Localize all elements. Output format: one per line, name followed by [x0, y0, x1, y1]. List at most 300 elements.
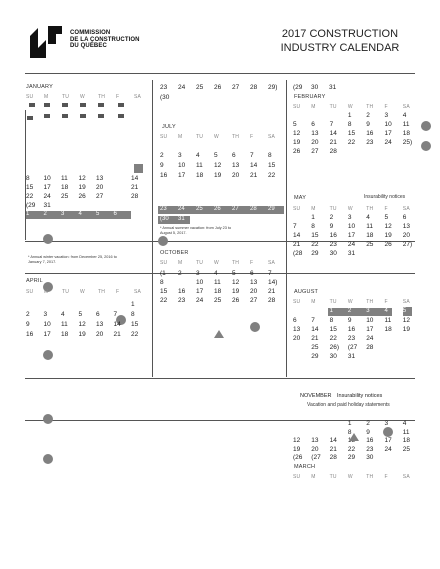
day-number: 27 [232, 84, 240, 91]
day-number: 20 [311, 139, 319, 146]
org-line-3: DU QUÉBEC [70, 43, 107, 49]
day-number: 30 [329, 353, 337, 360]
day-number: 9 [26, 321, 30, 328]
day-number: 22 [311, 241, 319, 248]
day-number: 8 [311, 223, 315, 230]
day-number: 12 [384, 223, 392, 230]
weekday-label: M [44, 94, 49, 100]
day-number: 12 [78, 321, 86, 328]
day-number: 16 [347, 326, 356, 333]
day-number: 26 [232, 297, 240, 304]
day-number: 5 [214, 152, 218, 159]
weekday-label: TH [232, 260, 240, 266]
weekday-label: W [347, 104, 353, 110]
day-number: 23 [329, 241, 337, 248]
mini-marker [44, 114, 50, 118]
day-number: 5 [96, 211, 100, 217]
day-number: 26 [214, 84, 222, 91]
day-number: 8 [329, 317, 334, 324]
day-number: 2 [43, 211, 47, 217]
marker-dot [43, 414, 53, 424]
day-number: (26 [293, 454, 303, 461]
org-line-2: DE LA CONSTRUCTION [70, 36, 140, 43]
day-number: 4 [366, 214, 370, 221]
winter-note-line-1: * Annual winter vacation: from December 25, 2016 to [28, 255, 117, 259]
weekday-label: F [116, 289, 120, 295]
day-number: 29 [311, 353, 319, 360]
day-number: 24 [43, 193, 51, 200]
day-number: (28 [293, 250, 303, 257]
day-number: 29 [311, 250, 319, 257]
day-number: 22 [131, 331, 139, 338]
day-number: 10 [178, 162, 186, 169]
summer-vacation-note [160, 226, 231, 236]
day-number: 19 [214, 172, 222, 179]
day-number: 28 [329, 148, 337, 155]
day-number: 4 [61, 311, 65, 318]
mid-divider-2 [25, 273, 415, 274]
day-number: 14 [293, 232, 301, 239]
day-number: 17 [178, 172, 186, 179]
weekday-label: W [347, 206, 353, 212]
weekday-label: SA [402, 104, 410, 110]
month-label-july: JULY [162, 124, 176, 130]
mini-marker [118, 114, 124, 118]
day-number: 17 [43, 331, 51, 338]
weekday-label: TH [232, 134, 240, 140]
weekday-label: SU [160, 134, 168, 140]
column-divider-right [286, 80, 287, 377]
weekday-label: F [384, 104, 388, 110]
day-number: 3 [347, 214, 352, 221]
weekday-label: M [178, 260, 183, 266]
day-number: 27 [311, 148, 319, 155]
day-number: (27 [311, 454, 321, 461]
weekday-label: TU [329, 206, 337, 212]
weekday-label: TH [366, 474, 374, 480]
day-number: 28 [268, 297, 276, 304]
day-number: 14 [311, 326, 319, 333]
day-number: 4 [384, 308, 388, 314]
day-number: 12 [214, 162, 222, 169]
mid-divider-4 [25, 420, 415, 421]
summer-note-line-2: August 5, 2017. [160, 231, 187, 235]
top-divider [25, 73, 415, 74]
day-number: (30 [160, 216, 169, 222]
november-insurability-note: Insurability notices [337, 393, 383, 399]
day-number: 29 [268, 206, 275, 212]
weekday-label: TU [196, 260, 204, 266]
weekday-label: F [250, 260, 254, 266]
day-number: 5 [402, 308, 407, 314]
day-number: 1 [311, 214, 315, 221]
day-number: 9 [366, 121, 370, 128]
weekday-label: TH [366, 299, 374, 305]
day-number: 26 [78, 193, 86, 200]
day-number: 14 [329, 130, 337, 137]
day-number: 24 [384, 445, 392, 453]
day-number: 27 [250, 297, 258, 304]
day-number: 23 [160, 206, 167, 212]
day-number: 3 [43, 311, 48, 318]
day-number: 21 [268, 288, 276, 295]
day-number: 19 [384, 232, 392, 239]
day-number: 29 [347, 454, 356, 461]
day-number: 18 [196, 172, 204, 179]
month-label-november: NOVEMBER [300, 393, 332, 399]
summer-note-line-1: * Annual summer vacation: from July 23 to [160, 226, 232, 230]
day-number: 20 [402, 232, 411, 239]
day-number: 23 [366, 139, 374, 146]
title-line-1: 2017 CONSTRUCTION [281, 28, 399, 40]
day-number: 23 [366, 445, 374, 453]
day-number: 27 [232, 206, 239, 212]
day-number: 23 [178, 297, 186, 304]
weekday-label: TU [62, 94, 70, 100]
day-number: 18 [366, 232, 374, 239]
weekday-label: SU [26, 289, 34, 295]
day-number: 14 [113, 321, 121, 328]
month-label-april: APRIL [26, 278, 43, 284]
day-number: 20 [311, 445, 319, 453]
day-number: 29) [268, 84, 278, 91]
month-label-january: JANUARY [26, 84, 53, 90]
marker-dot [158, 236, 168, 246]
weekday-label: W [347, 474, 353, 480]
july-prev-row-2: (30 [160, 94, 170, 101]
day-number: 27) [402, 241, 413, 248]
day-number: 11 [402, 121, 410, 128]
mini-marker [27, 116, 33, 120]
day-number: 21 [311, 335, 319, 342]
day-number: 3 [196, 270, 200, 277]
day-number: 30 [329, 250, 337, 257]
day-number: 20 [293, 335, 301, 342]
weekday-label: TH [98, 94, 106, 100]
day-number: 2 [26, 311, 30, 318]
weekday-label: M [311, 474, 316, 480]
weekday-label: SA [134, 289, 142, 295]
day-number: 10 [43, 175, 51, 182]
day-number: 10 [366, 317, 374, 324]
mini-marker [44, 103, 50, 107]
day-number: 15 [26, 184, 34, 191]
weekday-label: TH [366, 206, 374, 212]
day-number: 6 [293, 317, 297, 324]
day-number: 17 [384, 437, 392, 444]
mini-marker [62, 103, 68, 107]
day-number: 7 [293, 223, 297, 230]
weekday-label: M [178, 134, 183, 140]
day-number: 18 [61, 184, 69, 191]
weekday-label: M [44, 289, 49, 295]
day-number: 25 [196, 84, 204, 91]
day-number: (29 [26, 202, 36, 209]
day-number: 11 [61, 321, 68, 328]
day-number: 27 [96, 193, 104, 200]
day-number: 6 [402, 214, 407, 221]
weekday-label: SA [402, 299, 410, 305]
mid-divider-1 [25, 241, 415, 242]
weekday-label: W [80, 289, 85, 295]
weekday-label: TU [62, 289, 70, 295]
day-number: 1 [26, 211, 30, 217]
day-number: 9 [160, 162, 164, 169]
day-number: 4 [196, 152, 200, 159]
month-label-october: OCTOBER [160, 250, 189, 256]
day-number: 25 [311, 344, 319, 351]
day-number: 11 [61, 175, 68, 182]
day-number: 16 [26, 331, 34, 338]
day-number: 24 [178, 84, 186, 91]
day-number: 8 [160, 279, 164, 286]
marker-dot [383, 427, 393, 437]
day-number: 10 [347, 223, 356, 230]
marker-dot [43, 350, 53, 360]
month-label-march: MARCH [294, 464, 316, 470]
day-number: 22 [268, 172, 276, 179]
day-number: 7 [113, 311, 118, 318]
weekday-label: SU [26, 94, 34, 100]
weekday-label: W [214, 260, 219, 266]
weekday-label: SA [268, 134, 276, 140]
day-number: 1 [131, 301, 135, 308]
day-number: 13 [311, 437, 319, 444]
day-number: 13 [402, 223, 411, 230]
mini-marker [118, 103, 124, 107]
day-number: 5 [384, 214, 389, 221]
org-line-1: COMMISSION [70, 30, 111, 36]
day-number: 11 [214, 279, 221, 286]
mid-divider-3 [25, 378, 415, 379]
day-number: 20 [96, 331, 104, 338]
mini-marker [62, 114, 68, 118]
day-number: 8 [347, 428, 352, 436]
weekday-label: SA [134, 94, 142, 100]
day-number: 14 [250, 162, 258, 169]
day-number: 25 [214, 297, 222, 304]
weekday-label: F [116, 94, 120, 100]
day-number: 13 [96, 175, 104, 182]
highlight-square [134, 164, 143, 173]
marker-triangle [214, 330, 224, 338]
november-header [300, 393, 382, 399]
day-number: 9 [329, 223, 334, 230]
day-number: 9 [347, 317, 352, 324]
day-number: 18 [402, 437, 411, 444]
day-number: 30 [311, 84, 319, 91]
weekday-label: W [347, 299, 353, 305]
day-number: 11 [384, 317, 392, 324]
day-number: 4 [78, 211, 82, 217]
day-number: 31 [347, 353, 356, 360]
day-number: 12 [293, 130, 301, 137]
day-number: 8 [131, 311, 135, 318]
day-number: 14) [268, 279, 278, 286]
day-number: 18 [214, 288, 222, 295]
day-number: 4 [402, 420, 407, 427]
weekday-label: SU [160, 260, 168, 266]
day-number: 15 [268, 162, 276, 169]
day-number: 17 [196, 288, 204, 295]
day-number: 2 [329, 214, 334, 221]
day-number: 19 [78, 331, 86, 338]
day-number: 14 [329, 437, 337, 444]
day-number: 23 [347, 335, 356, 342]
mini-marker [98, 114, 104, 118]
day-number: 19 [402, 326, 411, 333]
day-number: 25 [196, 206, 203, 212]
day-number: 13 [96, 321, 104, 328]
day-number: 8 [347, 121, 352, 128]
day-number: 25 [61, 193, 69, 200]
day-number: 21 [250, 172, 258, 179]
day-number: 23 [160, 84, 168, 91]
day-number: 14 [131, 175, 139, 182]
day-number: 6 [232, 152, 236, 159]
day-number: 16 [329, 232, 337, 239]
day-number: 25 [402, 445, 411, 453]
day-number: 18 [61, 331, 69, 338]
day-number: 21 [131, 184, 139, 191]
day-number: 3 [384, 420, 389, 427]
day-number: 17 [384, 130, 392, 137]
day-number: 21 [329, 445, 337, 453]
mini-marker [98, 103, 104, 107]
day-number: 7 [329, 121, 334, 128]
day-number: 13 [250, 279, 258, 286]
day-number: 15 [131, 321, 139, 328]
day-number: 19 [78, 184, 86, 191]
day-number: 4 [214, 270, 218, 277]
marker-dot [421, 121, 431, 131]
day-number: 22 [329, 335, 337, 342]
day-number: 25) [402, 139, 413, 146]
day-number: 10 [196, 279, 204, 286]
day-number: 17 [43, 184, 51, 191]
day-number: 24 [384, 139, 392, 146]
day-number: 5 [78, 311, 83, 318]
day-number: 26 [214, 206, 221, 212]
day-number: 22 [347, 139, 356, 146]
weekday-label: TU [329, 299, 337, 305]
day-number: 16 [160, 172, 168, 179]
weekday-label: M [311, 104, 316, 110]
day-number: 19 [293, 139, 301, 146]
day-number: 24 [347, 241, 356, 248]
weekday-label: SA [268, 260, 276, 266]
may-insurability-note: Insurability notices [364, 194, 406, 200]
weekday-label: TU [196, 134, 204, 140]
marker-dot [43, 234, 53, 244]
winter-vacation-note [28, 255, 148, 265]
marker-triangle [349, 433, 359, 441]
day-number: 7 [311, 317, 315, 324]
day-number: 8 [26, 175, 30, 182]
day-number: 18 [402, 130, 411, 137]
day-number: 1 [329, 308, 333, 314]
month-label-may: MAY [294, 195, 307, 201]
day-number: 8 [268, 152, 272, 159]
day-number: 6 [250, 270, 254, 277]
marker-dot [250, 322, 260, 332]
day-number: 3 [366, 308, 370, 314]
weekday-label: TH [366, 104, 374, 110]
day-number: 17 [366, 326, 374, 333]
day-number: 3 [178, 152, 182, 159]
cccq-logo [28, 24, 64, 60]
vacation-band-july [158, 206, 284, 214]
day-number: 26 [384, 241, 392, 248]
day-number: 3 [61, 211, 65, 217]
day-number: 10 [43, 321, 51, 328]
day-number: 28 [250, 206, 257, 212]
day-number: 6 [311, 121, 315, 128]
day-number: (1 [160, 270, 166, 277]
month-label-august: AUGUST [294, 289, 319, 295]
day-number: 16 [366, 437, 374, 444]
title-line-2: INDUSTRY CALENDAR [280, 42, 400, 54]
weekday-label: W [214, 134, 219, 140]
weekday-label: F [250, 134, 254, 140]
day-number: 28 [329, 454, 337, 461]
day-number: 16 [366, 130, 374, 137]
day-number: 4 [402, 112, 407, 119]
day-number: 22 [26, 193, 34, 200]
mini-marker [80, 114, 86, 118]
day-number: 22 [160, 297, 168, 304]
day-number: 11 [402, 428, 410, 436]
day-number: 20 [232, 172, 240, 179]
day-number: 26) [329, 344, 339, 351]
winter-note-line-2: January 7, 2017. [28, 260, 57, 264]
org-name [70, 30, 140, 50]
day-number: 5 [293, 121, 297, 128]
day-number: 1 [347, 420, 352, 427]
day-number: (29 [293, 84, 303, 91]
day-number: 11 [366, 223, 373, 230]
vacation-band-august [328, 308, 392, 316]
day-number: 5 [232, 270, 236, 277]
day-number: 18 [384, 326, 392, 333]
marker-dot [43, 454, 53, 464]
day-number: 16 [178, 288, 186, 295]
weekday-label: W [80, 94, 85, 100]
day-number: 21 [113, 331, 121, 338]
weekday-label: F [384, 299, 388, 305]
day-number: 13 [232, 162, 240, 169]
weekday-label: SU [293, 206, 301, 212]
day-number: 24 [366, 335, 374, 342]
day-number: 19 [293, 445, 301, 453]
day-number: 17 [347, 232, 356, 239]
day-number: 24 [196, 297, 204, 304]
day-number: 24 [178, 206, 185, 212]
day-number: 12 [402, 317, 411, 324]
day-number: 22 [347, 445, 356, 453]
day-number: 21 [329, 139, 337, 146]
day-number: 7 [250, 152, 254, 159]
weekday-label: SA [402, 206, 410, 212]
weekday-label: M [311, 206, 316, 212]
mini-marker [80, 103, 86, 107]
day-number: 15 [160, 288, 168, 295]
day-number: 31 [178, 216, 185, 222]
day-number: 15 [347, 130, 356, 137]
day-number: 12 [293, 437, 301, 444]
day-number: 30 [366, 454, 374, 461]
day-number: 31 [43, 202, 51, 209]
